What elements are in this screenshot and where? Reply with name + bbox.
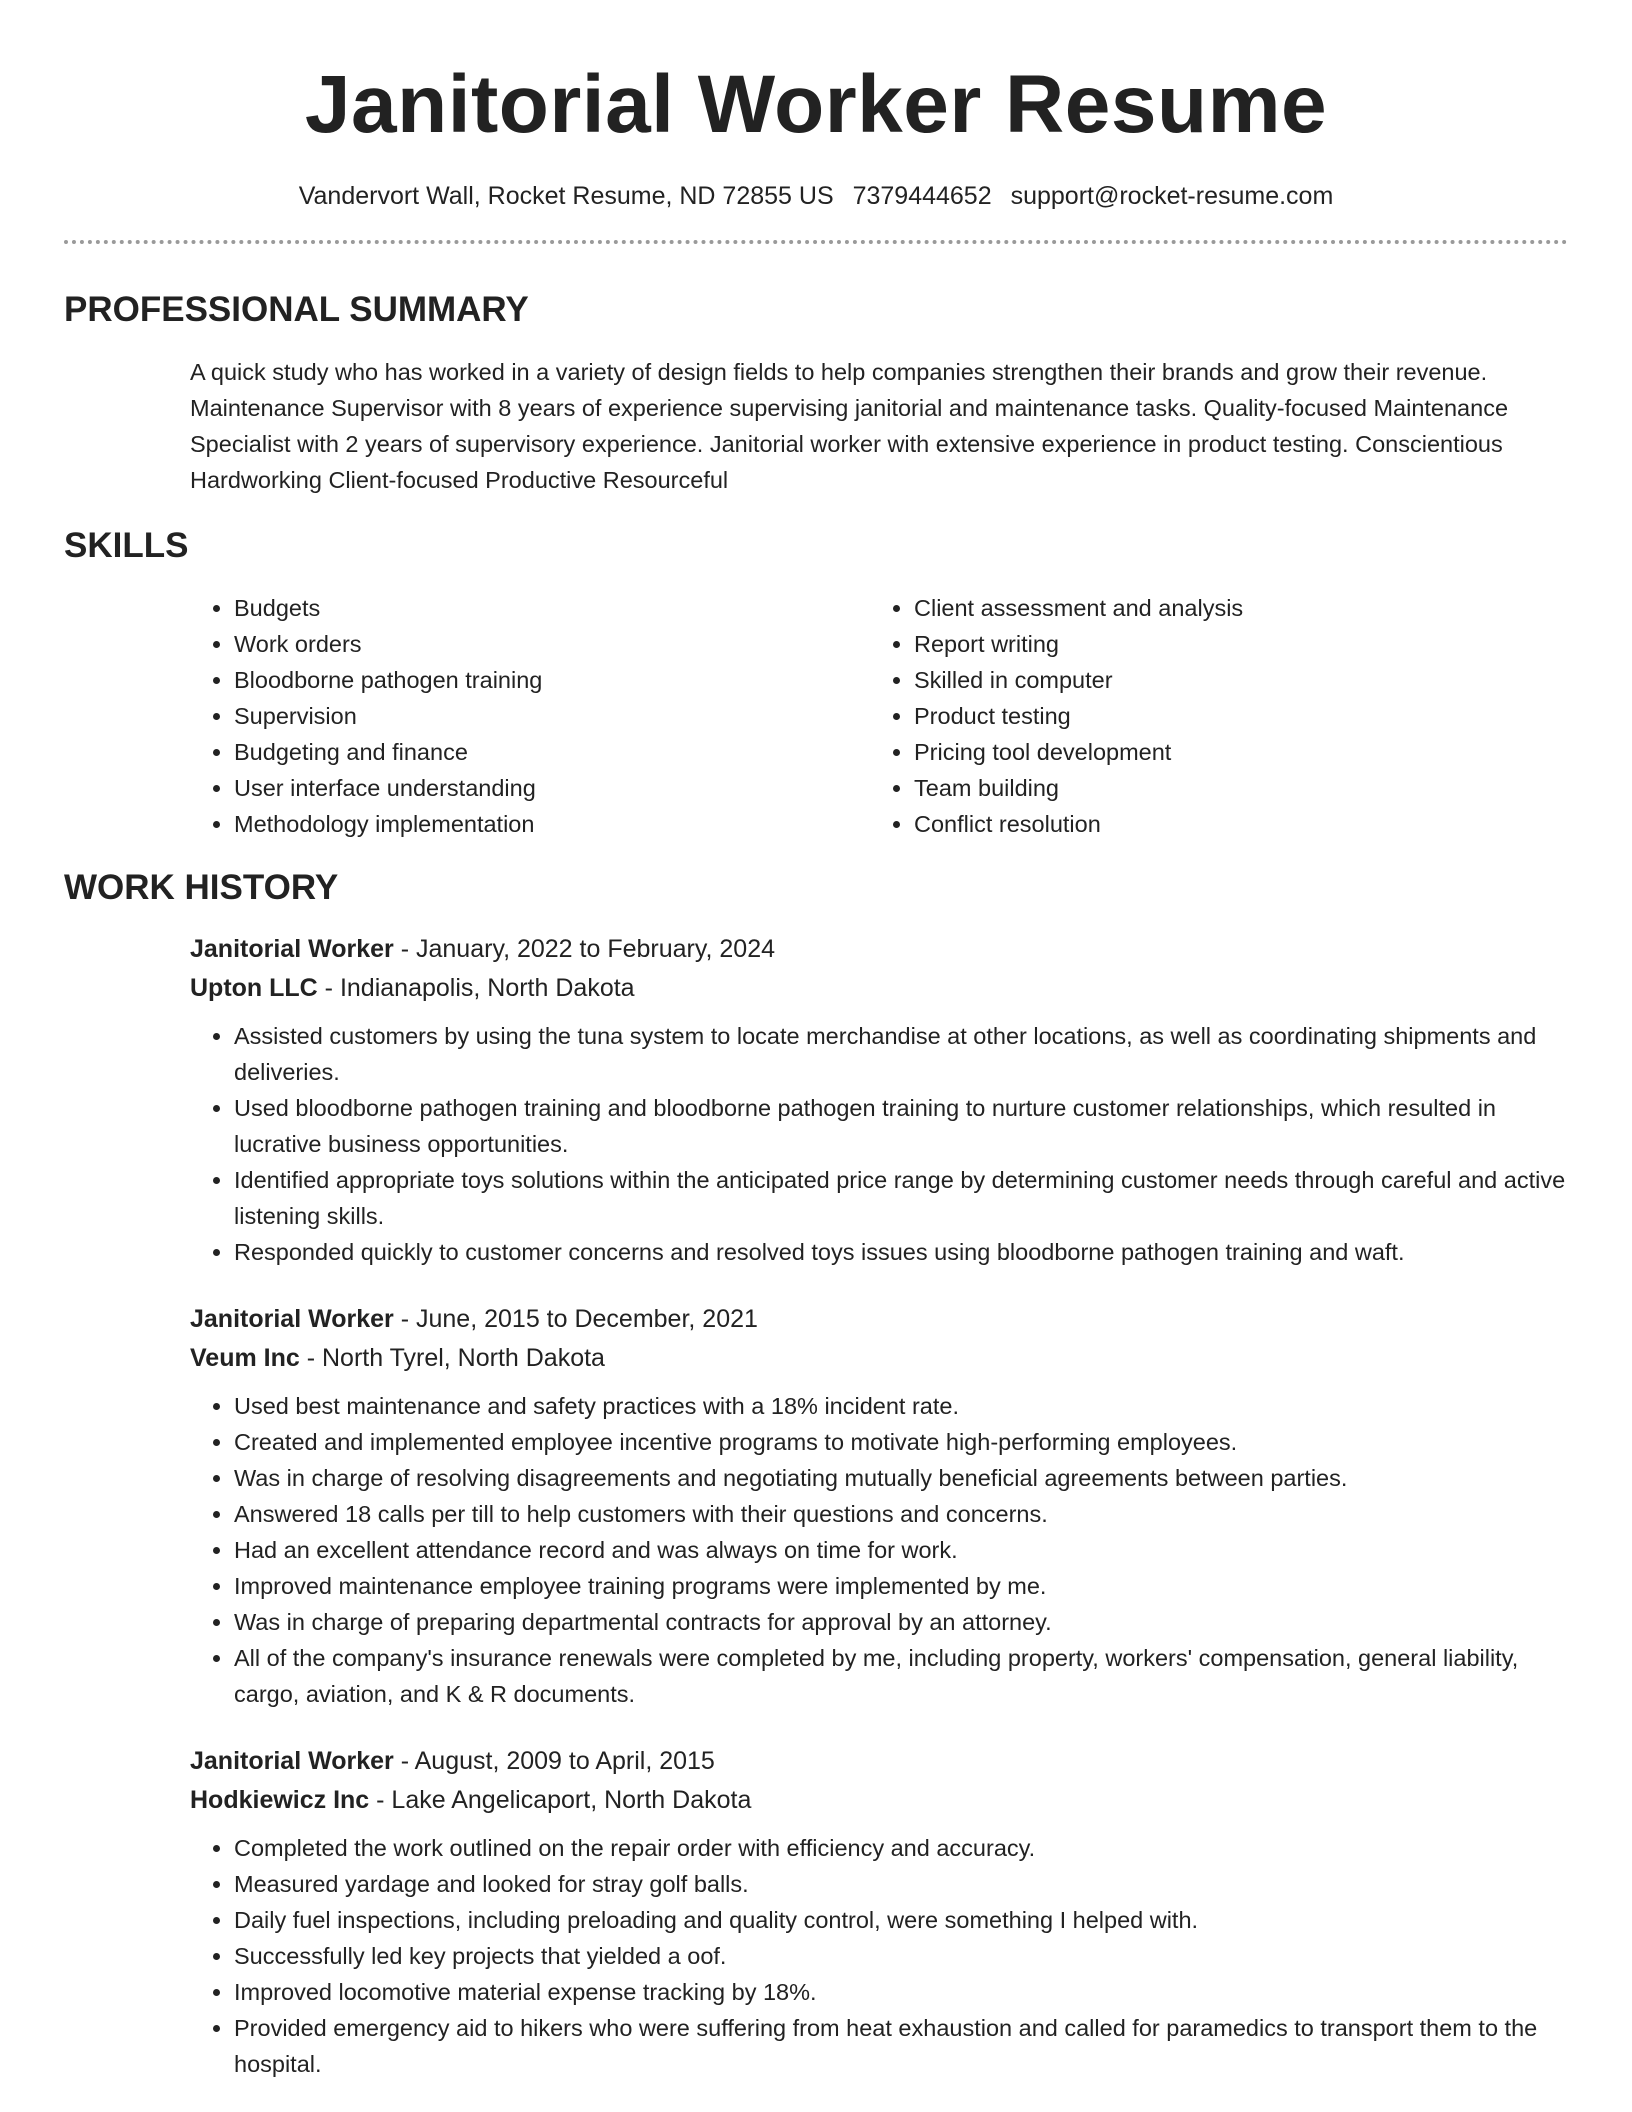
- section-title-work-history: WORK HISTORY: [64, 868, 339, 907]
- skill-item: • Product testing: [914, 698, 1550, 734]
- job-bullet: • Provided emergency aid to hikers who were suffering from heat exhaustion and called for paramedics to transport them to the hospital.: [234, 2010, 1568, 2082]
- resume-title: Janitorial Worker Resume: [304, 59, 1328, 150]
- job-company-line: [190, 1339, 1568, 1378]
- job-company-line: [190, 1781, 1568, 1820]
- job-title-line: [190, 1742, 1568, 1781]
- job-bullet: • Created and implemented employee incentive programs to motivate high-performing employees.: [234, 1424, 1568, 1460]
- job-location: - North Tyrel, North Dakota: [299, 1344, 605, 1372]
- job-company: Upton LLC: [190, 974, 318, 1002]
- skills-column-left: [190, 590, 870, 842]
- skills-column-right: [870, 590, 1550, 842]
- job-dates: - January, 2022 to February, 2024: [393, 935, 776, 963]
- contact-line: [64, 180, 1568, 212]
- skill-item: • Methodology implementation: [234, 806, 870, 842]
- resume-page: [64, 0, 1568, 2082]
- job-bullet: • Improved locomotive material expense tracking by 18%.: [234, 1974, 1568, 2010]
- job-bullet: • Used bloodborne pathogen training and bloodborne pathogen training to nurture customer relationships, which resulted in lucrative business opportunities.: [234, 1090, 1568, 1162]
- job-bullets: [190, 1388, 1568, 1712]
- skill-item: • Conflict resolution: [914, 806, 1550, 842]
- skill-item: • Skilled in computer: [914, 662, 1550, 698]
- job-company-line: [190, 969, 1568, 1008]
- job-bullet: • Answered 18 calls per till to help customers with their questions and concerns.: [234, 1496, 1568, 1532]
- section-title-summary: PROFESSIONAL SUMMARY: [64, 290, 529, 329]
- job-bullet: • Had an excellent attendance record and was always on time for work.: [234, 1532, 1568, 1568]
- job-dates: - June, 2015 to December, 2021: [393, 1305, 758, 1333]
- job-bullet: • Improved maintenance employee training programs were implemented by me.: [234, 1568, 1568, 1604]
- job-title: Janitorial Worker: [190, 1305, 394, 1333]
- job-dates: - August, 2009 to April, 2015: [393, 1747, 715, 1775]
- job-title-line: [190, 930, 1568, 969]
- job-bullet: • Successfully led key projects that yielded a oof.: [234, 1938, 1568, 1974]
- section-title-skills: SKILLS: [64, 526, 189, 565]
- job-entry: [190, 1300, 1568, 1712]
- job-bullets: [190, 1018, 1568, 1270]
- contact-email: support@rocket-resume.com: [1010, 182, 1334, 210]
- skill-item: • User interface understanding: [234, 770, 870, 806]
- job-title: Janitorial Worker: [190, 1747, 394, 1775]
- job-location: - Lake Angelicaport, North Dakota: [369, 1786, 752, 1814]
- job-bullets: [190, 1830, 1568, 2082]
- skill-item: • Work orders: [234, 626, 870, 662]
- job-company: Hodkiewicz Inc: [190, 1786, 370, 1814]
- job-bullet: • Daily fuel inspections, including preloading and quality control, were something I helped with.: [234, 1902, 1568, 1938]
- job-entry: [190, 1742, 1568, 2082]
- skill-item: • Budgets: [234, 590, 870, 626]
- job-title: Janitorial Worker: [190, 935, 394, 963]
- job-title-line: [190, 1300, 1568, 1339]
- summary-text: A quick study who has worked in a variety of design fields to help companies strengthen their brands and grow their revenue. Maintenance Supervisor with 8 years of experience supervising janitorial and maintenance tasks. Quality-focused Maintenance Specialist with 2 years of supervisory experience. Janitorial worker with extensive experience in product testing. Conscientious Hardworking Client-focused Productive Resourceful: [190, 359, 1509, 493]
- skill-item: • Pricing tool development: [914, 734, 1550, 770]
- job-bullet: • Completed the work outlined on the repair order with efficiency and accuracy.: [234, 1830, 1568, 1866]
- job-bullet: • Was in charge of preparing departmental contracts for approval by an attorney.: [234, 1604, 1568, 1640]
- job-bullet: • Measured yardage and looked for stray golf balls.: [234, 1866, 1568, 1902]
- job-bullet: • Assisted customers by using the tuna system to locate merchandise at other locations, as well as coordinating shipments and deliveries.: [234, 1018, 1568, 1090]
- skill-item: • Client assessment and analysis: [914, 590, 1550, 626]
- skill-item: • Supervision: [234, 698, 870, 734]
- job-bullet: • Was in charge of resolving disagreements and negotiating mutually beneficial agreements between parties.: [234, 1460, 1568, 1496]
- header-divider: [64, 240, 1568, 244]
- job-location: - Indianapolis, North Dakota: [317, 974, 635, 1002]
- job-bullet: • Used best maintenance and safety practices with a 18% incident rate.: [234, 1388, 1568, 1424]
- contact-address: Vandervort Wall, Rocket Resume, ND 72855 US: [298, 182, 834, 210]
- job-company: Veum Inc: [190, 1344, 300, 1372]
- contact-phone: 7379444652: [852, 182, 992, 210]
- job-bullet: • All of the company's insurance renewals were completed by me, including property, workers' compensation, general liability, cargo, aviation, and K & R documents.: [234, 1640, 1568, 1712]
- skill-item: • Bloodborne pathogen training: [234, 662, 870, 698]
- skills-list: [190, 590, 1568, 842]
- job-bullet: • Identified appropriate toys solutions within the anticipated price range by determining customer needs through careful and active listening skills.: [234, 1162, 1568, 1234]
- skill-item: • Team building: [914, 770, 1550, 806]
- skill-item: • Report writing: [914, 626, 1550, 662]
- skill-item: • Budgeting and finance: [234, 734, 870, 770]
- job-bullet: • Responded quickly to customer concerns and resolved toys issues using bloodborne pathogen training and waft.: [234, 1234, 1568, 1270]
- job-entry: [190, 930, 1568, 1270]
